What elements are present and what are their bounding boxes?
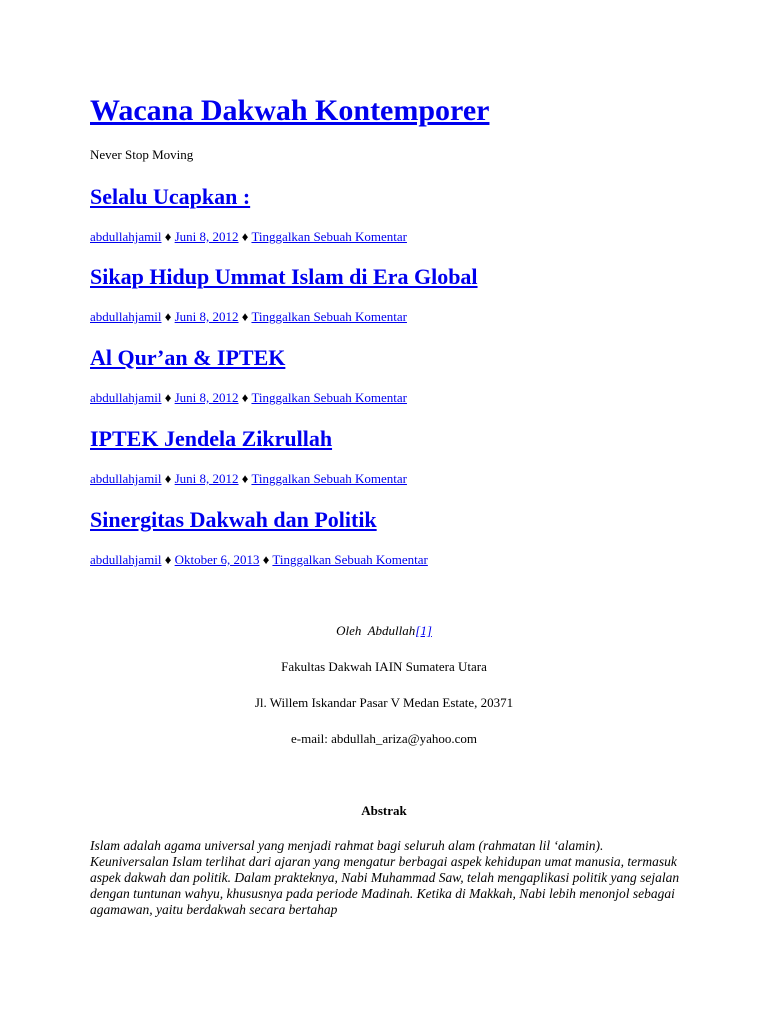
post-author-link[interactable]: abdullahjamil bbox=[90, 229, 162, 244]
post-date-link[interactable]: Juni 8, 2012 bbox=[174, 471, 239, 486]
post-meta bbox=[90, 389, 407, 407]
site-title bbox=[90, 92, 489, 130]
post-meta bbox=[90, 551, 428, 569]
post-meta bbox=[90, 308, 407, 326]
post-author-link[interactable]: abdullahjamil bbox=[90, 552, 162, 567]
post-title bbox=[90, 506, 377, 534]
site-tagline: Never Stop Moving bbox=[90, 147, 194, 162]
site-title-link[interactable]: Wacana Dakwah Kontemporer bbox=[90, 94, 490, 127]
post-title-link[interactable]: Sinergitas Dakwah dan Politik bbox=[90, 507, 377, 532]
post-comment-link[interactable]: Tinggalkan Sebuah Komentar bbox=[251, 390, 407, 405]
meta-separator: ♦ bbox=[241, 309, 249, 324]
meta-separator: ♦ bbox=[241, 471, 249, 486]
meta-separator: ♦ bbox=[164, 309, 172, 324]
meta-separator: ♦ bbox=[164, 552, 172, 567]
post-title bbox=[90, 263, 478, 291]
post-title bbox=[90, 344, 285, 372]
post-title-link[interactable]: Sikap Hidup Ummat Islam di Era Global bbox=[90, 264, 478, 289]
post-author-link[interactable]: abdullahjamil bbox=[90, 390, 162, 405]
meta-separator: ♦ bbox=[241, 229, 249, 244]
article-author bbox=[0, 622, 768, 640]
post-author-link[interactable]: abdullahjamil bbox=[90, 471, 162, 486]
meta-separator: ♦ bbox=[241, 390, 249, 405]
post-date-link[interactable]: Oktober 6, 2013 bbox=[174, 552, 260, 567]
author-email: e-mail: abdullah_ariza@yahoo.com bbox=[291, 731, 477, 746]
post-meta bbox=[90, 470, 407, 488]
post-date-link[interactable]: Juni 8, 2012 bbox=[174, 229, 239, 244]
post-date-link[interactable]: Juni 8, 2012 bbox=[174, 390, 239, 405]
post-comment-link[interactable]: Tinggalkan Sebuah Komentar bbox=[251, 229, 407, 244]
abstract-heading: Abstrak bbox=[361, 803, 407, 818]
meta-separator: ♦ bbox=[164, 390, 172, 405]
meta-separator: ♦ bbox=[164, 471, 172, 486]
post-meta bbox=[90, 228, 407, 246]
post-date-link[interactable]: Juni 8, 2012 bbox=[174, 309, 239, 324]
post-comment-link[interactable]: Tinggalkan Sebuah Komentar bbox=[251, 309, 407, 324]
post-title-link[interactable]: Selalu Ucapkan : bbox=[90, 184, 251, 209]
post-title-link[interactable]: Al Qur’an & IPTEK bbox=[90, 345, 286, 370]
post-comment-link[interactable]: Tinggalkan Sebuah Komentar bbox=[251, 471, 407, 486]
post-author-link[interactable]: abdullahjamil bbox=[90, 309, 162, 324]
meta-separator: ♦ bbox=[164, 229, 172, 244]
author-name: Oleh Abdullah bbox=[336, 623, 416, 638]
post-title-link[interactable]: IPTEK Jendela Zikrullah bbox=[90, 426, 333, 451]
post-comment-link[interactable]: Tinggalkan Sebuah Komentar bbox=[272, 552, 428, 567]
author-faculty: Fakultas Dakwah IAIN Sumatera Utara bbox=[281, 659, 487, 674]
abstract-body: Islam adalah agama universal yang menjadi rahmat bagi seluruh alam (rahmatan lil ‘alamin). Keuniversalan Islam terlihat dari ajaran yang mengatur berbagai aspek kehidupan umat manusia, termasuk aspek dakwah dan politik. Dalam prakteknya, Nabi Muhammad Saw, telah mengaplikasi politik yang sejalan dengan tuntunan wahyu, khususnya pada periode Madinah. Ketika di Makkah, Nabi lebih menonjol sebagai agamawan, yaitu berdakwah secara bertahap bbox=[90, 838, 680, 917]
author-address: Jl. Willem Iskandar Pasar V Medan Estate, 20371 bbox=[254, 695, 514, 710]
footnote-link[interactable]: [1] bbox=[415, 623, 432, 638]
post-title bbox=[90, 183, 250, 211]
meta-separator: ♦ bbox=[262, 552, 270, 567]
post-title bbox=[90, 425, 332, 453]
